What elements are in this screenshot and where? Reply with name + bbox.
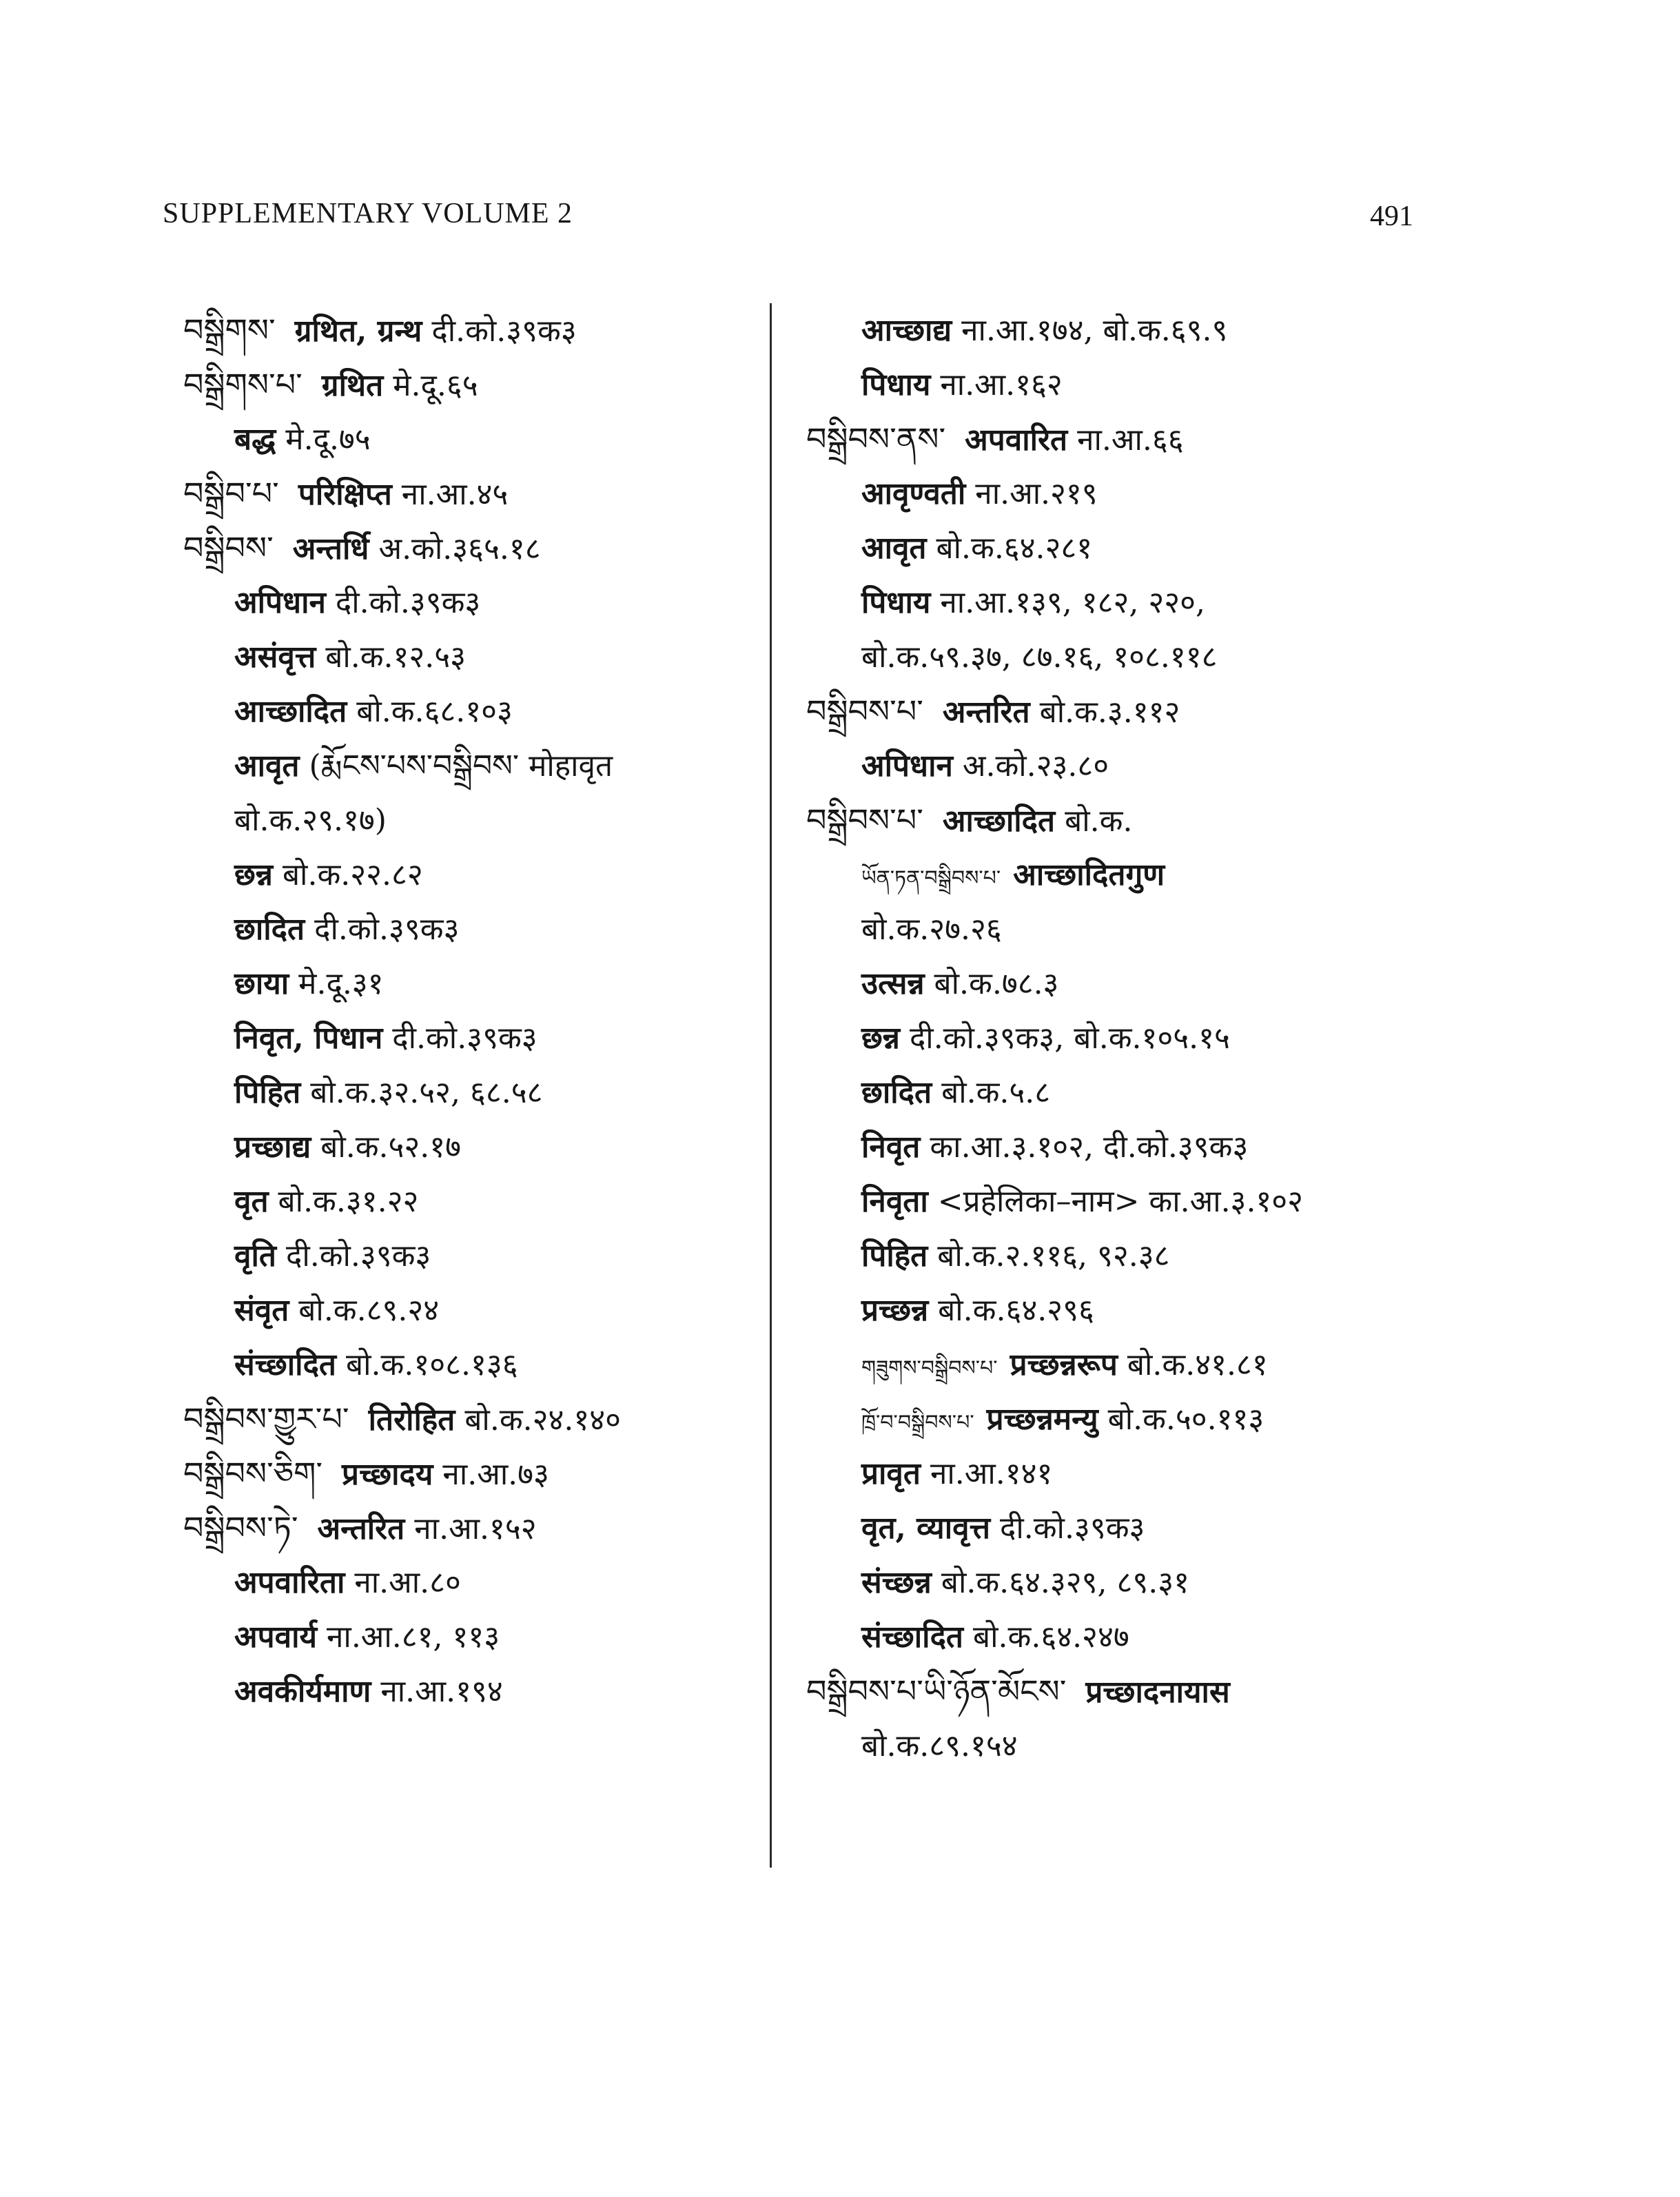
sanskrit-headword: अपवारिता <box>234 1565 345 1600</box>
sanskrit-headword: वृत, व्यावृत्त <box>861 1511 991 1546</box>
sanskrit-headword: तिरोहित <box>368 1402 455 1438</box>
dictionary-entry-line <box>183 1664 755 1719</box>
source-reference: बो.क.३.११२ <box>1039 695 1180 730</box>
source-reference: ना.आ.८० <box>354 1565 461 1600</box>
source-reference: ना.आ.१९४ <box>380 1674 503 1709</box>
sanskrit-headword: प्रच्छाद्य <box>234 1130 311 1165</box>
dictionary-entry-line <box>806 1283 1385 1338</box>
dictionary-entry-line <box>183 1338 755 1392</box>
tibetan-term: བསྒྲིབས་ཅིག་ <box>183 1455 323 1492</box>
source-reference: बो.क.२४.१४० <box>464 1402 621 1438</box>
sanskrit-headword: संच्छादित <box>234 1347 337 1382</box>
dictionary-entry-line <box>183 739 755 793</box>
dictionary-entry-line <box>806 467 1385 521</box>
sanskrit-headword: असंवृत्त <box>234 640 316 675</box>
source-reference: बो.क.१२.५३ <box>325 640 467 675</box>
source-reference: दी.को.३९क३ <box>392 1021 537 1056</box>
dictionary-entry-line <box>183 848 755 902</box>
dictionary-entry-line <box>183 521 755 575</box>
dictionary-entry-line <box>183 1283 755 1338</box>
source-reference: बो.क.५९.३७, ८७.१६, १०८.११८ <box>861 640 1218 675</box>
source-reference: बो.क.५२.१७ <box>320 1130 461 1165</box>
sanskrit-headword: आवृत <box>234 748 300 784</box>
source-reference: बो.क.२२.८२ <box>282 857 423 892</box>
sanskrit-headword: उत्सन्न <box>861 966 925 1001</box>
tibetan-term: བསྒྲིབས་ནས་ <box>806 420 946 458</box>
source-reference: ना.आ.१६२ <box>940 367 1063 402</box>
sanskrit-headword: प्रच्छादनायास <box>1085 1675 1230 1710</box>
dictionary-entry-line <box>806 793 1385 848</box>
tibetan-term: བསྒྲིབས་ <box>183 529 274 566</box>
source-reference: दी.को.३९क३ <box>1000 1511 1145 1546</box>
sanskrit-headword: प्रच्छादय <box>342 1457 433 1492</box>
sanskrit-headword: निवृता <box>861 1184 928 1219</box>
source-reference: दी.को.३९क३ <box>431 314 577 349</box>
sanskrit-headword: अन्तर्धि <box>292 531 369 566</box>
tibetan-term: བསྒྲིགས་པ་ <box>183 366 303 403</box>
source-reference: ना.आ.८१, ११३ <box>327 1619 500 1655</box>
tibetan-term: བསྒྲིབས་པ་ <box>806 693 923 730</box>
sanskrit-headword: छन्न <box>234 857 273 892</box>
dictionary-entry-line <box>183 1120 755 1174</box>
left-column <box>183 303 755 1719</box>
source-reference: बो.क.७८.३ <box>934 966 1059 1001</box>
dictionary-entry-line <box>806 1065 1385 1120</box>
dictionary-entry-line <box>183 902 755 957</box>
sanskrit-headword: पिधाय <box>861 367 931 402</box>
source-reference: बो.क.६४.३२९, ८९.३१ <box>941 1565 1190 1600</box>
dictionary-entry-line <box>806 575 1385 630</box>
dictionary-entry-line <box>806 1555 1385 1610</box>
source-reference: ना.आ.६६ <box>1077 422 1184 458</box>
sanskrit-headword: अपिधान <box>234 585 326 620</box>
dictionary-entry-line <box>806 739 1385 793</box>
dictionary-entry-line <box>806 848 1385 902</box>
dictionary-entry-line <box>183 630 755 684</box>
dictionary-entry-line <box>806 1610 1385 1664</box>
sanskrit-headword: प्रच्छन्नरूप <box>1010 1347 1118 1382</box>
sanskrit-headword: वृति <box>234 1238 276 1274</box>
dictionary-entry-line <box>806 1338 1385 1392</box>
sanskrit-headword: अपिधान <box>861 748 953 784</box>
source-reference: मे.दू.६५ <box>393 368 478 403</box>
dictionary-entry-line <box>806 1120 1385 1174</box>
dictionary-entry-line <box>183 575 755 630</box>
source-reference: बो.क.६४.२८१ <box>936 531 1093 566</box>
sanskrit-headword: अन्तरित <box>942 695 1030 730</box>
sanskrit-headword: संवृत <box>234 1293 289 1328</box>
dictionary-entry-line <box>183 412 755 467</box>
tibetan-term: ཡོན་ཏན་བསྒྲིབས་པ་ <box>861 866 1001 890</box>
source-reference: अ.को.३६५.१८ <box>378 531 541 566</box>
dictionary-entry-line <box>806 521 1385 575</box>
dictionary-entry-line <box>806 1447 1385 1501</box>
dictionary-entry-line <box>183 467 755 521</box>
source-reference: मे.दू.३१ <box>298 966 384 1001</box>
sanskrit-headword: ग्रथित, ग्रन्थ <box>294 314 422 349</box>
source-reference: बो.क.२.११६, ९२.३८ <box>937 1238 1170 1274</box>
sanskrit-headword: अपवारित <box>965 422 1068 458</box>
column-divider <box>770 303 772 1868</box>
page-number: 491 <box>1370 201 1413 232</box>
sanskrit-headword: प्रच्छन्न <box>861 1293 929 1328</box>
sanskrit-headword: अन्तरित <box>317 1511 405 1546</box>
dictionary-entry-line <box>183 1065 755 1120</box>
source-reference: बो.क.३२.५२, ६८.५८ <box>310 1075 543 1110</box>
sanskrit-headword: आवृण्वती <box>861 476 966 511</box>
source-reference: ना.आ.१७४, बो.क.६९.९ <box>961 313 1228 348</box>
sanskrit-headword: संच्छादित <box>861 1619 964 1655</box>
source-reference: अ.को.२३.८० <box>962 748 1109 784</box>
dictionary-entry-line <box>806 957 1385 1011</box>
dictionary-entry-line <box>183 1447 755 1501</box>
running-head: SUPPLEMENTARY VOLUME 2 <box>163 198 573 229</box>
source-reference: बो.क.६४.२९६ <box>938 1293 1094 1328</box>
source-reference: बो.क.६४.२४७ <box>973 1619 1129 1655</box>
source-reference: बो.क.८९.२४ <box>298 1293 440 1328</box>
tibetan-term: བསྒྲིབས་ཏེ་ <box>183 1509 298 1546</box>
dictionary-entry-line <box>806 1392 1385 1447</box>
dictionary-entry-line <box>806 1174 1385 1229</box>
source-reference: बो.क.२७.२६ <box>861 912 1002 947</box>
dictionary-entry-line <box>183 1392 755 1447</box>
dictionary-entry-line <box>183 1174 755 1229</box>
source-reference: दी.को.३९क३ <box>285 1238 431 1274</box>
sanskrit-headword: बद्ध <box>234 422 276 457</box>
sanskrit-headword: छादित <box>234 912 305 947</box>
sanskrit-headword: निवृत, पिधान <box>234 1021 383 1056</box>
source-reference: ना.आ.२१९ <box>975 476 1098 511</box>
dictionary-entry-line <box>806 684 1385 739</box>
sanskrit-headword: ग्रथित <box>321 368 384 403</box>
dictionary-entry-line <box>806 630 1385 684</box>
source-reference: बो.क.३१.२२ <box>278 1184 419 1219</box>
sanskrit-headword: छन्न <box>861 1021 900 1056</box>
sanskrit-headword: प्रच्छन्नमन्यु <box>986 1402 1098 1437</box>
source-reference: <प्रहेलिका–नाम> का.आ.३.१०२ <box>937 1184 1304 1219</box>
dictionary-entry-line <box>806 1011 1385 1065</box>
tibetan-term: བསྒྲིགས་ <box>183 311 276 349</box>
source-reference: बो.क.६८.१०३ <box>356 694 513 729</box>
sanskrit-headword: छादित <box>861 1075 932 1110</box>
dictionary-entry-line <box>183 1229 755 1283</box>
sanskrit-headword: आच्छादितगुण <box>1013 857 1165 892</box>
sanskrit-headword: पिधाय <box>861 585 931 620</box>
source-reference: बो.क. <box>1065 804 1133 839</box>
dictionary-entry-line <box>806 1501 1385 1555</box>
dictionary-entry-line <box>806 358 1385 412</box>
sanskrit-headword: अपवार्य <box>234 1619 317 1655</box>
sanskrit-headword: निवृत <box>861 1130 921 1165</box>
source-reference: (རྨོངས་པས་བསྒྲིབས་ मोहावृत <box>309 748 613 784</box>
sanskrit-headword: परिक्षिप्त <box>298 477 392 512</box>
sanskrit-headword: संच्छन्न <box>861 1565 932 1600</box>
sanskrit-headword: छाया <box>234 966 289 1001</box>
source-reference: दी.को.३९क३ <box>335 585 481 620</box>
sanskrit-headword: पिहित <box>861 1238 928 1274</box>
dictionary-entry-line <box>183 684 755 739</box>
sanskrit-headword: वृत <box>234 1184 269 1219</box>
source-reference: दी.को.३९क३ <box>314 912 460 947</box>
dictionary-entry-line <box>183 957 755 1011</box>
sanskrit-headword: अवकीर्यमाण <box>234 1674 371 1709</box>
source-reference: बो.क.४१.८१ <box>1127 1347 1268 1382</box>
sanskrit-headword: प्रावृत <box>861 1456 921 1491</box>
source-reference: का.आ.३.१०२, दी.को.३९क३ <box>930 1130 1249 1165</box>
dictionary-entry-line <box>806 1664 1385 1719</box>
source-reference: ना.आ.१४१ <box>930 1456 1053 1491</box>
sanskrit-headword: आच्छादित <box>234 694 347 729</box>
tibetan-term: བསྒྲིབས་གྱུར་པ་ <box>183 1400 349 1438</box>
tibetan-term: གཟུགས་བསྒྲིབས་པ་ <box>861 1356 998 1380</box>
dictionary-entry-line <box>806 303 1385 358</box>
source-reference: ना.आ.७३ <box>442 1457 549 1492</box>
source-reference: मे.दू.७५ <box>285 422 371 457</box>
sanskrit-headword: आवृत <box>861 531 927 566</box>
dictionary-entry-line <box>806 1719 1385 1773</box>
tibetan-term: ཁྲོ་བ་བསྒྲིབས་པ་ <box>861 1411 974 1435</box>
dictionary-entry-line <box>806 1229 1385 1283</box>
source-reference: ना.आ.१३९, १८२, २२०, <box>940 585 1205 620</box>
source-reference: बो.क.२९.१७) <box>234 803 387 838</box>
dictionary-entry-line <box>183 793 755 848</box>
tibetan-term: བསྒྲིབས་པ་ <box>806 801 923 839</box>
source-reference: ना.आ.१५२ <box>414 1511 537 1546</box>
dictionary-entry-line <box>806 902 1385 957</box>
right-column <box>806 303 1385 1773</box>
sanskrit-headword: आच्छाद्य <box>861 313 952 348</box>
dictionary-entry-line <box>806 412 1385 467</box>
sanskrit-headword: पिहित <box>234 1075 301 1110</box>
tibetan-term: བསྒྲིབ་པ་ <box>183 475 279 512</box>
source-reference: बो.क.५.८ <box>941 1075 1051 1110</box>
dictionary-entry-line <box>183 1610 755 1664</box>
dictionary-entry-line <box>183 1011 755 1065</box>
sanskrit-headword: आच्छादित <box>942 804 1056 839</box>
source-reference: ना.आ.४५ <box>401 477 509 512</box>
tibetan-term: བསྒྲིབས་པ་ཡི་ཉོན་མོངས་ <box>806 1673 1067 1710</box>
dictionary-entry-line <box>183 1501 755 1555</box>
dictionary-entry-line <box>183 358 755 412</box>
dictionary-entry-line <box>183 303 755 358</box>
source-reference: बो.क.५०.११३ <box>1107 1402 1264 1437</box>
source-reference: बो.क.१०८.१३६ <box>346 1347 518 1382</box>
dictionary-entry-line <box>183 1555 755 1610</box>
source-reference: दी.को.३९क३, बो.क.१०५.१५ <box>909 1021 1230 1056</box>
source-reference: बो.क.८९.१५४ <box>861 1728 1018 1764</box>
